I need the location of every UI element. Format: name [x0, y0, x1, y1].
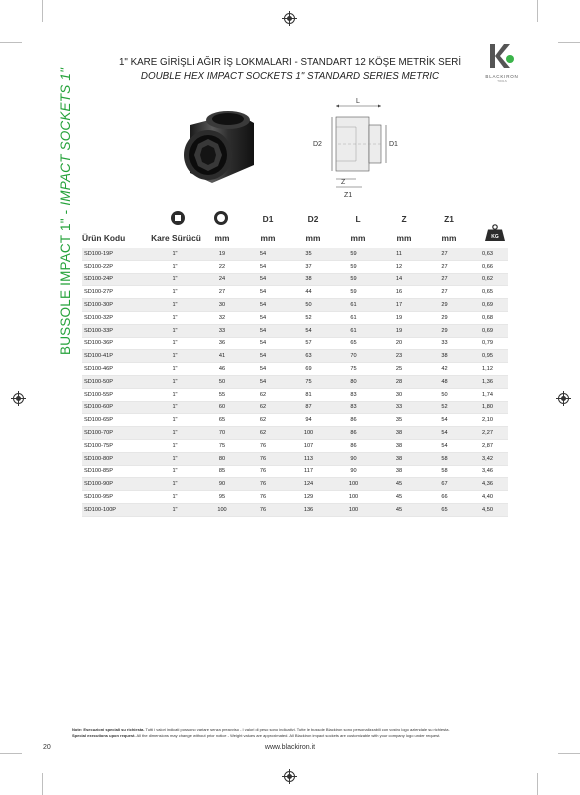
label-D2: D2 — [313, 141, 322, 148]
table-cell: 1" — [146, 439, 204, 452]
table-cell: 87 — [286, 401, 331, 414]
header-unit-d1: mm — [260, 233, 276, 243]
website-link[interactable]: www.blackiron.it — [264, 744, 316, 751]
table-cell: 0,68 — [467, 311, 508, 324]
table-cell: 45 — [376, 503, 422, 516]
table-cell: 1" — [146, 260, 204, 273]
table-cell: 54 — [240, 286, 286, 299]
socket-spec-table — [82, 248, 508, 517]
table-cell: 1" — [146, 452, 204, 465]
table-cell: 27 — [422, 273, 467, 286]
table-cell: 33 — [422, 337, 467, 350]
table-cell: 16 — [376, 286, 422, 299]
table-cell: 1,36 — [467, 375, 508, 388]
table-cell: 90 — [204, 478, 240, 491]
table-cell: 94 — [286, 414, 331, 427]
table-cell: 0,69 — [467, 299, 508, 312]
registration-mark-right — [558, 393, 569, 404]
table-cell: 2,10 — [467, 414, 508, 427]
table-cell: 1" — [146, 324, 204, 337]
table-cell: 52 — [422, 401, 467, 414]
table-cell: 54 — [240, 363, 286, 376]
table-cell: 22 — [204, 260, 240, 273]
crop-mark — [42, 0, 43, 22]
table-cell: 1" — [146, 337, 204, 350]
table-cell: 37 — [286, 260, 331, 273]
table-cell: 59 — [331, 273, 376, 286]
socket-photo — [168, 95, 268, 195]
table-cell: 17 — [376, 299, 422, 312]
table-cell: 100 — [331, 491, 376, 504]
crop-mark — [537, 0, 538, 22]
page-number: 20 — [43, 744, 51, 751]
table-cell: 1" — [146, 363, 204, 376]
table-cell: 58 — [422, 452, 467, 465]
table-cell: 54 — [240, 337, 286, 350]
header-unit-d2: mm — [305, 233, 321, 243]
table-cell: 25 — [376, 363, 422, 376]
table-body — [82, 248, 508, 516]
table-cell: 33 — [204, 324, 240, 337]
product-code-cell: SD100-36P — [82, 337, 146, 350]
table-cell: 27 — [422, 248, 467, 260]
weight-icon — [485, 224, 505, 241]
table-cell: 45 — [376, 491, 422, 504]
table-cell: 83 — [331, 401, 376, 414]
table-cell: 35 — [376, 414, 422, 427]
table-cell: 0,63 — [467, 248, 508, 260]
table-cell: 1,74 — [467, 388, 508, 401]
note-bold-italian: Esecuzioni speciali su richiesta. — [83, 727, 145, 732]
table-row — [82, 260, 508, 273]
table-cell: 90 — [331, 452, 376, 465]
table-cell: 46 — [204, 363, 240, 376]
table-cell: 81 — [286, 388, 331, 401]
table-cell: 86 — [331, 439, 376, 452]
table-cell: 1" — [146, 286, 204, 299]
table-cell: 1,12 — [467, 363, 508, 376]
table-cell: 54 — [240, 350, 286, 363]
table-cell: 1" — [146, 503, 204, 516]
table-cell: 54 — [422, 414, 467, 427]
table-cell: 107 — [286, 439, 331, 452]
table-row — [82, 452, 508, 465]
table-cell: 54 — [240, 260, 286, 273]
table-cell: 54 — [240, 299, 286, 312]
table-cell: 38 — [376, 452, 422, 465]
table-cell: 65 — [422, 503, 467, 516]
table-cell: 1" — [146, 465, 204, 478]
table-cell: 61 — [331, 299, 376, 312]
table-cell: 41 — [204, 350, 240, 363]
product-code-cell: SD100-30P — [82, 299, 146, 312]
product-code-cell: SD100-22P — [82, 260, 146, 273]
table-row — [82, 388, 508, 401]
table-cell: 12 — [376, 260, 422, 273]
product-code-cell: SD100-27P — [82, 286, 146, 299]
table-cell: 50 — [422, 388, 467, 401]
table-cell: 4,36 — [467, 478, 508, 491]
table-cell: 76 — [240, 452, 286, 465]
product-code-cell: SD100-50P — [82, 375, 146, 388]
table-cell: 69 — [286, 363, 331, 376]
product-code-cell: SD100-19P — [82, 248, 146, 260]
table-cell: 1" — [146, 350, 204, 363]
table-cell: 23 — [376, 350, 422, 363]
table-row — [82, 299, 508, 312]
product-code-cell: SD100-85P — [82, 465, 146, 478]
table-cell: 83 — [331, 388, 376, 401]
table-cell: 14 — [376, 273, 422, 286]
crop-mark — [42, 773, 43, 795]
table-row — [82, 439, 508, 452]
table-cell: 54 — [240, 248, 286, 260]
table-cell: 100 — [331, 478, 376, 491]
table-cell: 66 — [422, 491, 467, 504]
table-cell: 86 — [331, 427, 376, 440]
table-cell: 19 — [376, 324, 422, 337]
table-cell: 63 — [286, 350, 331, 363]
table-cell: 75 — [331, 363, 376, 376]
table-cell: 3,42 — [467, 452, 508, 465]
header-unit-z1: mm — [441, 233, 457, 243]
table-cell: 19 — [204, 248, 240, 260]
table-cell: 54 — [240, 273, 286, 286]
table-row — [82, 248, 508, 260]
table-cell: 100 — [204, 503, 240, 516]
table-cell: 65 — [204, 414, 240, 427]
header-unit-l: mm — [350, 233, 366, 243]
product-code-cell: SD100-41P — [82, 350, 146, 363]
table-row — [82, 375, 508, 388]
table-cell: 42 — [422, 363, 467, 376]
table-cell: 45 — [376, 478, 422, 491]
header-product-code: Ürün Kodu — [82, 233, 126, 243]
product-code-cell: SD100-55P — [82, 388, 146, 401]
table-cell: 11 — [376, 248, 422, 260]
product-code-cell: SD100-70P — [82, 427, 146, 440]
table-cell: 55 — [204, 388, 240, 401]
table-cell: 129 — [286, 491, 331, 504]
table-cell: 20 — [376, 337, 422, 350]
table-cell: 1" — [146, 311, 204, 324]
table-cell: 1" — [146, 401, 204, 414]
crop-mark — [558, 42, 580, 43]
table-cell: 65 — [331, 337, 376, 350]
table-cell: 100 — [331, 503, 376, 516]
table-cell: 1,80 — [467, 401, 508, 414]
table-cell: 4,40 — [467, 491, 508, 504]
table-cell: 1" — [146, 375, 204, 388]
product-code-cell: SD100-80P — [82, 452, 146, 465]
table-cell: 62 — [240, 427, 286, 440]
table-cell: 1" — [146, 478, 204, 491]
header-l: L — [355, 214, 361, 224]
note-text-english: All the dimensions may change without prior notice - Weight values are approximated. All Blackiron impact sockets are customizable with your company logo under request. — [136, 732, 441, 738]
table-cell: 0,79 — [467, 337, 508, 350]
header-z: Z — [401, 214, 407, 224]
table-row — [82, 503, 508, 516]
table-cell: 62 — [240, 388, 286, 401]
header-z1: Z1 — [444, 214, 454, 224]
table-cell: 90 — [331, 465, 376, 478]
table-cell: 70 — [331, 350, 376, 363]
table-cell: 19 — [376, 311, 422, 324]
header-d1: D1 — [262, 214, 274, 224]
table-row — [82, 478, 508, 491]
label-D1: D1 — [389, 141, 398, 148]
table-cell: 61 — [331, 324, 376, 337]
table-cell: 62 — [240, 401, 286, 414]
table-cell: 30 — [204, 299, 240, 312]
note-bold-english: Special executions upon request. — [72, 732, 136, 738]
table-cell: 75 — [204, 439, 240, 452]
table-cell: 3,46 — [467, 465, 508, 478]
product-code-cell: SD100-60P — [82, 401, 146, 414]
table-cell: 124 — [286, 478, 331, 491]
logo-brand-text: BLACKIRON — [485, 74, 519, 79]
header-unit-z: mm — [396, 233, 412, 243]
product-code-cell: SD100-90P — [82, 478, 146, 491]
table-cell: 76 — [240, 465, 286, 478]
table-row — [82, 324, 508, 337]
header-unit-s: mm — [214, 233, 230, 243]
table-cell: 33 — [376, 401, 422, 414]
table-cell: 76 — [240, 491, 286, 504]
table-cell: 62 — [240, 414, 286, 427]
table-cell: 30 — [376, 388, 422, 401]
table-cell: 29 — [422, 299, 467, 312]
table-cell: 54 — [422, 439, 467, 452]
table-cell: 50 — [204, 375, 240, 388]
header-d2: D2 — [307, 214, 319, 224]
table-cell: 67 — [422, 478, 467, 491]
label-Z1: Z1 — [344, 192, 353, 199]
table-cell: 29 — [422, 311, 467, 324]
table-cell: 54 — [240, 311, 286, 324]
table-cell: 0,66 — [467, 260, 508, 273]
footer-note — [72, 727, 522, 738]
table-row — [82, 427, 508, 440]
square-drive-icon — [171, 211, 185, 225]
table-cell: 1" — [146, 273, 204, 286]
table-cell: 75 — [286, 375, 331, 388]
hex-socket-icon — [214, 211, 228, 225]
table-cell: 44 — [286, 286, 331, 299]
table-cell: 54 — [240, 324, 286, 337]
table-cell: 38 — [376, 465, 422, 478]
table-cell: 76 — [240, 478, 286, 491]
table-cell: 27 — [422, 260, 467, 273]
table-cell: 0,95 — [467, 350, 508, 363]
table-cell: 28 — [376, 375, 422, 388]
table-row — [82, 337, 508, 350]
table-cell: 24 — [204, 273, 240, 286]
table-cell: 32 — [204, 311, 240, 324]
product-code-cell: SD100-24P — [82, 273, 146, 286]
table-cell: 36 — [204, 337, 240, 350]
table-cell: 1" — [146, 414, 204, 427]
table-cell: 1" — [146, 491, 204, 504]
table-cell: 80 — [331, 375, 376, 388]
socket-dimension-drawing — [298, 97, 428, 202]
table-cell: 100 — [286, 427, 331, 440]
label-L: L — [356, 98, 360, 105]
table-cell: 59 — [331, 248, 376, 260]
table-cell: 113 — [286, 452, 331, 465]
crop-mark — [0, 753, 22, 754]
table-row — [82, 401, 508, 414]
note-label: Note: — [72, 727, 83, 732]
table-cell: 59 — [331, 260, 376, 273]
table-cell: 29 — [422, 324, 467, 337]
table-cell: 0,65 — [467, 286, 508, 299]
product-code-cell: SD100-46P — [82, 363, 146, 376]
table-cell: 60 — [204, 401, 240, 414]
product-code-cell: SD100-75P — [82, 439, 146, 452]
side-title-regular: BUSSOLE IMPACT 1" - — [58, 205, 73, 355]
table-cell: 58 — [422, 465, 467, 478]
table-cell: 136 — [286, 503, 331, 516]
blackiron-logo — [476, 44, 528, 83]
table-cell: 48 — [422, 375, 467, 388]
table-cell: 4,50 — [467, 503, 508, 516]
table-row — [82, 311, 508, 324]
table-cell: 95 — [204, 491, 240, 504]
table-row — [82, 491, 508, 504]
table-cell: 70 — [204, 427, 240, 440]
table-cell: 61 — [331, 311, 376, 324]
product-code-cell: SD100-100P — [82, 503, 146, 516]
crop-mark — [537, 773, 538, 795]
table-cell: 27 — [204, 286, 240, 299]
table-row — [82, 350, 508, 363]
header-square-drive: Kare Sürücü — [151, 233, 201, 243]
registration-mark-bottom — [284, 771, 295, 782]
product-code-cell: SD100-33P — [82, 324, 146, 337]
table-row — [82, 363, 508, 376]
table-cell: 86 — [331, 414, 376, 427]
table-cell: 59 — [331, 286, 376, 299]
table-cell: 35 — [286, 248, 331, 260]
side-title-italic: IMPACT SOCKETS 1" — [58, 67, 73, 206]
table-cell: 54 — [240, 375, 286, 388]
weight-unit-label: KG — [491, 234, 499, 240]
table-cell: 117 — [286, 465, 331, 478]
table-cell: 57 — [286, 337, 331, 350]
table-cell: 2,27 — [467, 427, 508, 440]
logo-sub-text: TOOLS — [497, 79, 507, 83]
table-cell: 54 — [422, 427, 467, 440]
table-cell: 52 — [286, 311, 331, 324]
product-code-cell: SD100-32P — [82, 311, 146, 324]
crop-mark — [558, 753, 580, 754]
table-cell: 1" — [146, 388, 204, 401]
table-cell: 76 — [240, 503, 286, 516]
table-row — [82, 414, 508, 427]
table-row — [82, 286, 508, 299]
table-cell: 38 — [376, 427, 422, 440]
table-cell: 38 — [422, 350, 467, 363]
product-code-cell: SD100-65P — [82, 414, 146, 427]
table-cell: 38 — [376, 439, 422, 452]
note-text-italian: Tutti i valori indicati possono variare senza preavviso - I valori di peso sono indicativi. Tutte le bussole Blackiron sono personalizzabili con vostro logo aziendale su richiesta. — [145, 727, 450, 732]
table-cell: 1" — [146, 299, 204, 312]
side-title — [58, 68, 73, 355]
table-cell: 0,69 — [467, 324, 508, 337]
label-Z: Z — [341, 179, 346, 186]
product-code-cell: SD100-95P — [82, 491, 146, 504]
table-cell: 1" — [146, 248, 204, 260]
table-cell: 76 — [240, 439, 286, 452]
registration-mark-top — [284, 13, 295, 24]
logo-mark-icon — [489, 44, 515, 68]
table-cell: 54 — [286, 324, 331, 337]
table-cell: 80 — [204, 452, 240, 465]
table-cell: 2,87 — [467, 439, 508, 452]
page-title-english: DOUBLE HEX IMPACT SOCKETS 1" STANDARD SERIES METRIC — [140, 71, 440, 82]
table-cell: 1" — [146, 427, 204, 440]
page-title-turkish: 1" KARE GİRİŞLİ AĞIR İŞ LOKMALARI - STANDART 12 KÖŞE METRİK SERİ — [118, 57, 462, 68]
table-cell: 50 — [286, 299, 331, 312]
table-cell: 27 — [422, 286, 467, 299]
table-cell: 85 — [204, 465, 240, 478]
table-row — [82, 465, 508, 478]
table-cell: 38 — [286, 273, 331, 286]
registration-mark-left — [13, 393, 24, 404]
table-row — [82, 273, 508, 286]
crop-mark — [0, 42, 22, 43]
table-cell: 0,62 — [467, 273, 508, 286]
